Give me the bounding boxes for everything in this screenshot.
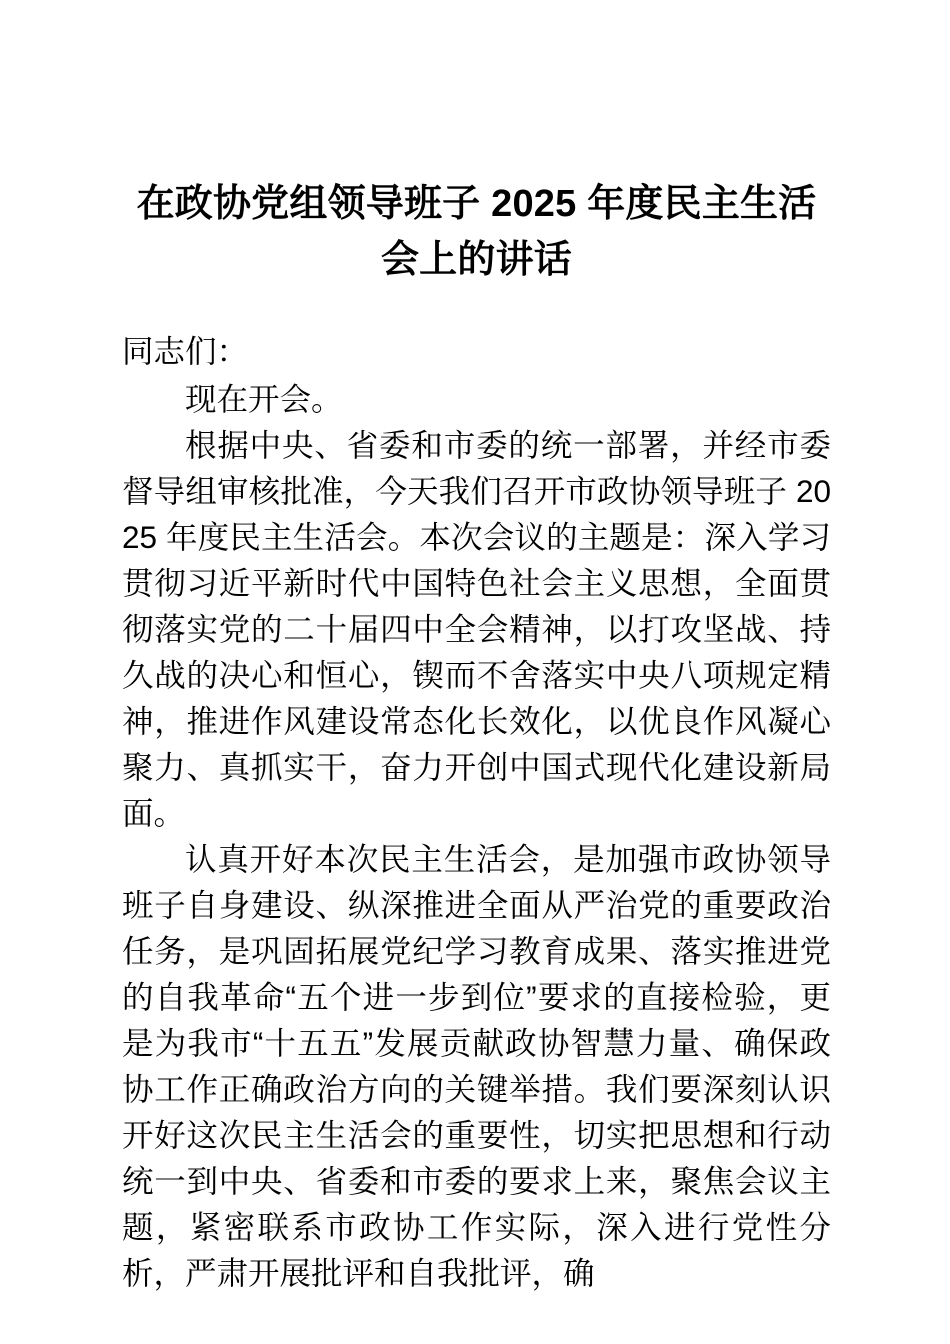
document-body <box>122 176 831 1296</box>
body-paragraph: 根据中央、省委和市委的统一部署，并经市委督导组审核批准，今天我们召开市政协领导班子 2025 年度民主生活会。本次会议的主题是：深入学习贯彻习近平新时代中国特色社会主义思想，全面贯彻落实党的二十届四中全会精神，以打攻坚战、持久战的决心和恒心，锲而不舍落实中央八项规定精神，推进作风建设常态化长效化，以优良作风凝心聚力、真抓实干，奋力开创中国式现代化建设新局面。 <box>122 427 831 831</box>
body-paragraph: 认真开好本次民主生活会，是加强市政协领导班子自身建设、纵深推进全面从严治党的重要政治任务，是巩固拓展党纪学习教育成果、落实推进党的自我革命“五个进一步到位”要求的直接检验，更是为我市“十五五”发展贡献政协智慧力量、确保政协工作正确政治方向的关键举措。我们要深刻认识开好这次民主生活会的重要性，切实把思想和行动统一到中央、省委和市委的要求上来，聚焦会议主题，紧密联系市政协工作实际，深入进行党性分析，严肃开展批评和自我批评，确 <box>122 841 831 1291</box>
body-paragraph: 现在开会。 <box>185 381 343 417</box>
salutation: 同志们： <box>122 333 249 369</box>
page-title: 在政协党组领导班子 2025 年度民主生活会上的讲话 <box>136 183 817 281</box>
title-spacer <box>122 288 831 328</box>
